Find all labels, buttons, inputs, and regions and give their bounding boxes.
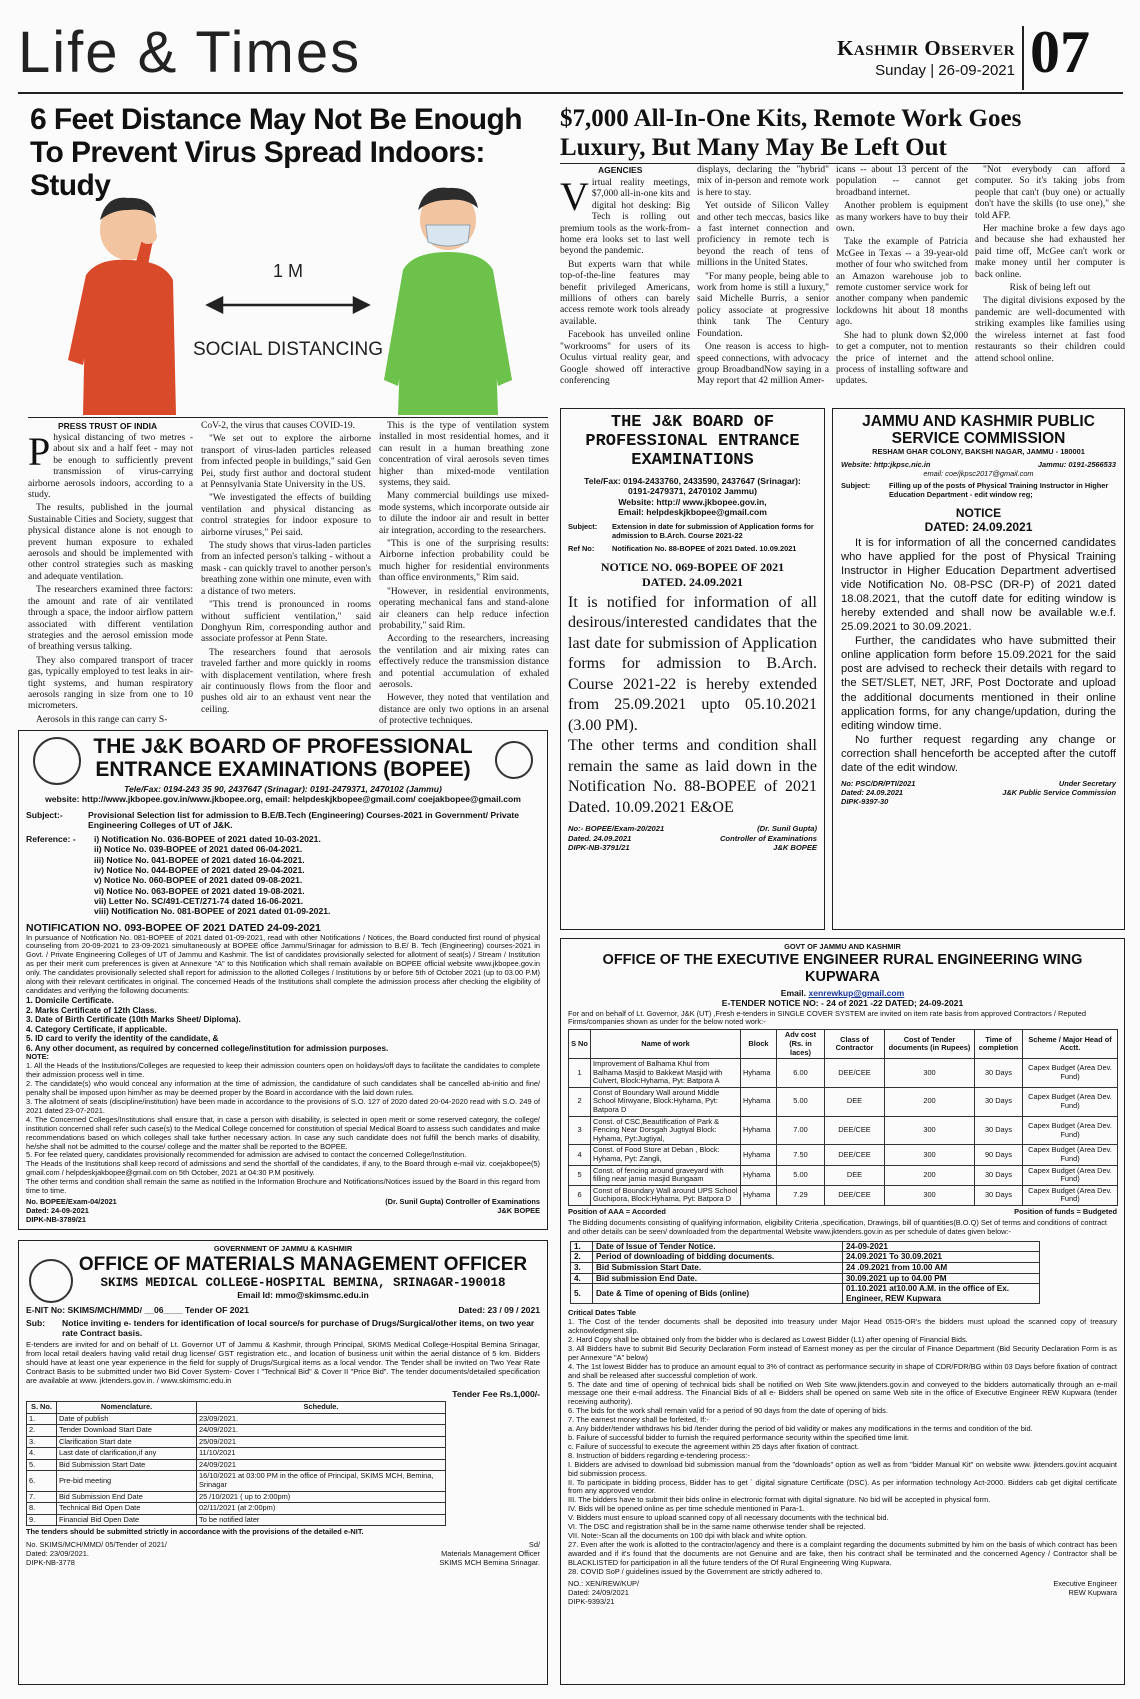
subject: Filling up of the posts of Physical Training Instructor in Higher Education Department - edit window reg; bbox=[889, 480, 1109, 499]
paragraph: The researchers found that aerosols traveled farther and more quickly in rooms with displacement ventilation, where fresh air continuously flows from the floor and pushes old air to an exhaust vent near the ceiling. bbox=[201, 647, 371, 715]
table-row: 1. Date of publish 23/09/2021. bbox=[27, 1413, 446, 1425]
story1-byline: PRESS TRUST OF INDIA bbox=[58, 421, 158, 431]
notice-date: DATED: 24.09.2021 bbox=[924, 519, 1033, 534]
paragraph: Physical distancing of two metres - about six and a half feet - may not be enough to sufficiently prevent transmission of virus-carrying airborne aerosols indoors, according to a study. bbox=[28, 429, 193, 501]
skims-logo-icon bbox=[29, 1259, 73, 1303]
reference-list: i) Notification No. 036-BOPEE of 2021 dated 10-03-2021. ii) Notice No. 039-BOPEE of 2021 dated 06-04-2021. iii) Notice No. 041-BOPEE of 2021 dated 16-04-2021. iv) Notice No. 044-BOPEE of 2021 dated 29-04-2021. v) Notice No. 060-BOPEE of 2021 dated 09-08-2021. vi) Notice No. 063-BOPEE of 2021 dated 19-08-2021. vii) Letter No. SC/491-CET/271-74 dated 16-06-2021. viii) Notification No. 081-BOPEE of 2021 dated 01-09-2021. bbox=[94, 834, 331, 917]
jkpsc-notice-ad: JAMMU AND KASHMIR PUBLIC SERVICE COMMISSION RESHAM GHAR COLONY, BAKSHI NAGAR, JAMMU - 180001 Website: http:jkpsc.nic.in Jammu: 0191-2566533 email: coe/jkpsc2017@gmail.com Subject: Filling up of the posts of Physical Training Instructor in Higher Education Department - edit window reg; NOTICE DATED: 24.09.2021 It is for information of all the concerned candidates who have applied for the post of Physical Training Instructor in Higher Education Department advertised vide Notification No. 08-PSC (DR-P) of 2021 dated 18.08.2021, that the cutoff date for editing window is hereby extended and shall now be available w.e.f. 25.09.2021 to 30.09.2021. Further, the candidates who have submitted their online application form before 15.09.2021 for the said post are advised to recheck their details with regard to the SET/SLET, NET, JRF, Post Doctorate and upload the additional documents mentioned in their online application forms, for any change/updation, during the editing window time. No further request regarding any change or correction shall henceforth be accepted after the cutoff date of the edit window. No: PSC/DR/PTI/2021 Dated: 24.09.2021 DIPK-9397-30 Under Secretary J&K Public Service Commission bbox=[832, 408, 1125, 930]
social-distancing-label: SOCIAL DISTANCING bbox=[192, 339, 384, 360]
table-row: 7. Bid Submission End Date 25 /10/2021 ( up to 2:00pm) bbox=[27, 1491, 446, 1503]
paragraph: No further request regarding any change or correction shall henceforth be accepted after the cutoff date of the edit window. bbox=[841, 733, 1116, 775]
story2-col4 bbox=[975, 165, 1125, 400]
table-row: 6. Pre-bid meeting 16/10/2021 at 03:00 PM in the office of Principal, SKIMS MCH, Bemina, Srinagar bbox=[27, 1471, 446, 1491]
notice-body-2: The other terms and condition shall remain the same as laid down in the Notification No. 88-BOPEE of 2021 Dated. 10.09.2021 E&OE bbox=[568, 737, 817, 816]
table-row: 2. Tender Download Start Date 24/09/2021. bbox=[27, 1425, 446, 1437]
paragraph: This is the type of ventilation system installed in most residential homes, and it can result in a human breathing zone concentration of viral aerosols seven times higher than mixed-mode ventilation systems, they said. bbox=[379, 421, 549, 489]
paragraph: "This is one of the surprising results: Airborne infection probability could be much higher for residential environments than office environments," Rim said. bbox=[379, 539, 549, 584]
paragraph: icans -- about 13 percent of the population -- cannot get broadband internet. bbox=[836, 165, 968, 198]
paragraph: However, they noted that ventilation and distance are only two options in an arsenal of protective techniques. bbox=[379, 693, 549, 727]
table-row: 9. Financial Bid Open Date To be notified later bbox=[27, 1514, 446, 1526]
illustration bbox=[28, 180, 548, 415]
paragraph: "Not everybody can afford a computer. So it's taking jobs from people that can't (buy one) or actually don't have the skills (to use one)," she told AFP. bbox=[975, 165, 1125, 221]
paragraph: "We investigated the effects of building ventilation and physical distancing as control strategies for indoor exposure to airborne viruses," Pei said. bbox=[201, 493, 371, 538]
paragraph: The digital divisions exposed by the pandemic are well-documented with striking examples like families using the wireless internet at fast food restaurants so their children could attend school online. bbox=[975, 296, 1125, 364]
story2-col3 bbox=[836, 165, 968, 400]
paragraph: But experts warn that while top-of-the-line features may benefit privileged Americans, millions of others can barely access remote work tools already available. bbox=[560, 259, 690, 327]
paragraph: "For many people, being able to work from home is still a luxury," said Michelle Burris, a senior policy associate at progressive think tank The Century Foundation. bbox=[697, 271, 829, 339]
paragraph: Aerosols in this range can carry S- bbox=[36, 714, 168, 725]
table-row: 3 Const. of CSC,Beautification of Park & Fencing Near Dorsgah Jugtiyal Block: Hyhama, Pyt:Jugtiyal, Hyhama 7.00 DEE/CEE 300 30 Days Capex Budget (Area Dev. Fund) bbox=[569, 1116, 1118, 1145]
rew-works-table: S No Name of work Block Adv cost (Rs. in laces) Class of Contractor Cost of Tender documents (in Rupees) Time of completion Scheme / Major Head of Acctt. 1 Improvement of Balhama Khul from Balhama Masjid to Bakkewt Masjid with Culvert, Block:Hyhama, Pyt: Batpora A Hyhama 6.00 DEE/CEE 300 30 Days Capex Budget (Area Dev. Fund) 2 Const of Boundary Wall around Middle School Mirwyane, Block:Hyhama, Pyt: Batpora D Hyhama 5.00 DEE 200 30 Days Capex Budget (Area Dev. Fund) 3 Const. of CSC,Beautification of Park & Fencing Near Dorsgah Jugtiyal Block: Hyhama, Pyt:Jugtiyal, Hyhama 7.00 DEE/CEE 300 30 Days Capex Budget (Area Dev. Fund) 4 Const. of Food Store at Deban , Block: Hyhama, Pyt: Zangli, Hyhama 7.50 DEE/CEE 300 90 Days Capex Budget (Area Dev. Fund) 5 Const. of fencing around graveyard with filling near jamia masjid Bungaam Hyhama 5.00 DEE 200 30 Days Capex Budget (Area Dev. Fund) 6 Const of Boundary Wall around UPS School Guchipora, Block:Hyhama, Pyt: Batpora D Hyhama 7.29 DEE/CEE 300 30 Days Capex Budget (Area Dev. Fund) bbox=[568, 1029, 1118, 1206]
story2-col1 bbox=[560, 174, 690, 400]
table-row: 8. Technical Bid Open Date 02/11/2021 (at 2:00pm) bbox=[27, 1503, 446, 1515]
arrow-icon bbox=[208, 298, 368, 312]
paper-name: Kashmir Observer bbox=[837, 36, 1015, 60]
table-row: 6 Const of Boundary Wall around UPS School Guchipora, Block:Hyhama, Pyt: Batpora D Hyhama 7.29 DEE/CEE 300 30 Days Capex Budget (Area Dev. Fund) bbox=[569, 1185, 1118, 1205]
distance-label: 1 M bbox=[272, 261, 304, 281]
paragraph: She had to plunk down $2,000 to get a computer, not to mention the price of internet and the process of installing software and updates. bbox=[836, 330, 968, 387]
page-number: 07 bbox=[1030, 19, 1090, 85]
paragraph: displays, declaring the "hybrid" mix of in-person and remote work is here to stay. bbox=[697, 165, 829, 198]
paragraph: They also compared transport of tracer gas, typically employed to test leaks in air-tight systems, and human respiratory aerosols ranging in size from one to 10 micrometers. bbox=[28, 655, 193, 712]
coughing-person-icon bbox=[68, 198, 176, 415]
paragraph: Her machine broke a few days ago and because she had exhausted her paid time off, McGee can't work or make money until her computer is back online. bbox=[975, 224, 1125, 280]
website: Website: http:// www.jkbopee.gov.in, bbox=[618, 496, 767, 507]
story1-headline: 6 Feet Distance May Not Be Enough To Prevent Virus Spread Indoors: Study bbox=[30, 103, 522, 202]
paragraph: It is for information of all the concerned candidates who have applied for the post of Physical Training Instructor in Higher Education Department advertised vide Notification No. 08-PSC (DR-P) of 2021 dated 18.08.2021, that the cutoff date for editing window is hereby extended and shall now be available w.e.f. 25.09.2021 to 30.09.2021. bbox=[841, 536, 1116, 634]
story1-col2 bbox=[201, 421, 371, 713]
notice-number: NOTICE NO. 069-BOPEE OF 2021 bbox=[600, 559, 785, 574]
bopee-title: THE J&K BOARD OF PROFESSIONAL ENTRANCE EXAMINATIONS bbox=[585, 413, 800, 470]
paragraph: "However, in residential environments, operating mechanical fans and stand-alone air cleaners can help reduce infection probability," said Rim. bbox=[379, 586, 549, 631]
subject: Extension in date for submission of Application forms for admission to B.Arch. Course 2021-22 bbox=[612, 522, 814, 541]
bopee-selection-ad: THE J&K BOARD OF PROFESSIONAL ENTRANCE EXAMINATIONS (BOPEE) Tele/Fax: 0194-243 35 90, 2437647 (Srinagar): 0191-2479371, 2470102 (Jammu) website: http://www.jkbopee.gov.in/www.jkbopee.org, email: helpdeskjkbopee@gmail.com/ coejakbopee@gmail.com Subject:- Provisional Selection list for admission to B.E/B.Tech (Engineering) Courses-2021 in Government/ Private Engineering Colleges of UT of J&K. Reference: - i) Notification No. 036-BOPEE of 2021 dated 10-03-2021. ii) Notice No. 039-BOPEE of 2021 dated 06-04-2021. iii) Notice No. 041-BOPEE of 2021 dated 16-04-2021. iv) Notice No. 044-BOPEE of 2021 dated 29-04-2021. v) Notice No. 060-BOPEE of 2021 dated 09-08-2021. vi) Notice No. 063-BOPEE of 2021 dated 19-08-2021. vii) Letter No. SC/491-CET/271-74 dated 16-06-2021. viii) Notification No. 081-BOPEE of 2021 dated 01-09-2021. NOTIFICATION NO. 093-BOPEE OF 2021 DATED 24-09-2021 In pursuance of Notification No. 081-BOPEE of 2021 dated 01-09-2021, read with other Notifications / Notices, the Board conducted first round of physical counseling from 20-09-2021 to 23-09-2021 simultaneously at BOPEE office Jammu/Srinagar for admission to B.E/ B. Tech (Engineering) courses-2021 in Govt. / Private Engineering Colleges of UT of Jammu and Kashmir. The list of candidates provisionally selected for allotment of seat(s) / Stream / Institution as per their merit cum preferences is given at Annexure "A" to this Notification which shall remain available on BOPEE official website www.jkbopee.gov.in only. The candidates provisionally selected shall report for admission to the allotted Colleges / Institutions by or before 5th of October 2021 (up to 03.00 P.M) along with their relevant certificates in original. The concerned Heads of the Institutions shall complete the admission process after checking the eligibility of candidates and verifying the following documents: 1. Domicile Certificate. 2. Marks Certificate of 12th Class. 3. Date of Birth Certificate (10th Marks Sheet/ Diploma). 4. Category Certificate, if applicable. 5. ID card to verify the identity of the candidate, & 6. Any other document, as required by concerned college/institution for admission purposes. NOTE: 1. All the Heads of the Institutions/Colleges are requested to keep their admission counters open on holidays/off days to facilitate the candidates to complete their admission process well in time. 2. The candidate(s) who would conceal any information at the time of admission, the candidature of such candidates shall be cancelled ab-initio and fine/ penalty shall be imposed upon him/her as may be deemed proper by the Board in accordance with the laid down rules. 3. The allotment of seats (discipline/institution) have been made in accordance to the provisions of S.O. 127 of 2020 dated 20-04-2020 read with S.O. 249 of 2021 dated 23-07-2021. 4. The Concerned Colleges/Institutions shall ensure that, in case a person with disability, is selected in open merit or some reserved category, the college/ institution concerned shall refer such case(s) to the Medical College concerned for constitution of special Medical Board to assess such candidates and make recommendations based on which colleges shall take further necessary action. In case any such candidate does not fulfill the bench marks of disability, he/she shall not be admitted to the course/ college and the matter shall be reported to the BOPEE. 5. For fee related query, candidates provisionally recommended for admission are advised to contact the concerned College/Institution. The Heads of the Institutions shall keep record of admissions and send the shortfall of the candidates, if any, to the Board through e-mail viz. coejakbopee(5) gmail.com / helpdeskjakbopee@gmail.com on 5th October, 2021 at 04:30 P.M positively. The other terms and condition shall remain the same as notified in the Information Brochure and Notifications/Notices issued by the Board in this regard from time to time. No. BOPEE/Exam-04/2021 Dated: 24-09-2021 DIPK-NB-3789/21 (Dr. Sunil Gupta) Controller of Examinations J&K BOPEE bbox=[18, 730, 548, 1230]
table-row: 1 Improvement of Balhama Khul from Balhama Masjid to Bakkewt Masjid with Culvert, Block:Hyhama, Pyt: Batpora A Hyhama 6.00 DEE/CEE 300 30 Days Capex Budget (Area Dev. Fund) bbox=[569, 1059, 1118, 1088]
bopee-notice-ad: THE J&K BOARD OF PROFESSIONAL ENTRANCE EXAMINATIONS Tele/Fax: 0194-2433760, 2433590, 2437647 (Srinagar): 0191-2479371, 2470102 Jammu) Website: http:// www.jkbopee.gov.in, Email: helpdeskjkbopee@gmail.com Subject: Extension in date for submission of Application forms for admission to B.Arch. Course 2021-22 Ref No: Notification No. 88-BOPEE of 2021 Dated. 10.09.2021 NOTICE NO. 069-BOPEE OF 2021 DATED. 24.09.2021 It is notified for information of all desirous/interested candidates that the last date for submission of Application forms for admission to B.Arch. Course 2021-22 is hereby extended from 25.09.2021 upto 05.10.2021 (3.00 PM). The other terms and condition shall remain the same as laid down in the Notification No. 88-BOPEE of 2021 Dated. 10.09.2021 E&OE No:- BOPEE/Exam-20/2021 Dated. 24.09.2021 DIPK-NB-3791/21 (Dr. Sunil Gupta) Controller of Examinations J&K BOPEE bbox=[560, 408, 825, 930]
paragraph: "This trend is pronounced in rooms without sufficient ventilation," said Donghyun Rim, corresponding author and associate professor at Penn State. bbox=[201, 600, 371, 645]
table-row: 5. Date & Time of opening of Bids (online) 01.10.2021 at10.00 A.M. in the office of Ex. Engineer, REW Kupwara bbox=[571, 1284, 1040, 1304]
issue-date: Sunday | 26-09-2021 bbox=[875, 62, 1015, 79]
skims-schedule-table: S. No. Nomenclature. Schedule. 1. Date of publish 23/09/2021. 2. Tender Download Start Date 24/09/2021. 3. Clarification Start date 25/09/2021 4. Last date of clarification,if any 11/10/2021 5. Bid Submission Start Date 24/09/2021 6. Pre-bid meeting 16/10/2021 at 03:00 PM in the office of Principal, SKIMS MCH, Bemina, Srinagar 7. Bid Submission End Date 25 /10/2021 ( up to 2:00pm) 8. Technical Bid Open Date 02/11/2021 (at 2:00pm) 9. Financial Bid Open Date To be notified later bbox=[26, 1401, 446, 1527]
contact: Tele/Fax: 0194-2433760, 2433590, 2437647 (Srinagar): bbox=[584, 476, 801, 486]
reference: Notification No. 88-BOPEE of 2021 Dated. 10.09.2021 bbox=[612, 544, 797, 553]
table-row: 4. Last date of clarification,if any 11/10/2021 bbox=[27, 1448, 446, 1460]
skims-title: OFFICE OF MATERIALS MANAGEMENT OFFICER bbox=[78, 1253, 528, 1275]
paragraph: The study shows that virus-laden particles from an infected person's talking - without a mask - can quickly travel to another person's breathing zone within one minute, even with a distance of two meters. bbox=[201, 541, 371, 597]
paragraph: Virtual reality meetings, $7,000 all-in-one kits and digital hot desking: Big Tech is rolling out premium tools as the work-from-home era looks set to last well beyond the pandemic. bbox=[560, 174, 690, 257]
bopee2-title: THE J&K BOARD OF PROFESSIONAL ENTRANCE EXAMINATIONS (BOPEE) bbox=[93, 735, 473, 781]
table-row: 3. Bid Submission Start Date. 24 .09.2021 from 10.00 AM bbox=[571, 1262, 1040, 1273]
notice-heading: NOTICE bbox=[955, 505, 1002, 520]
paragraph: Take the example of Patricia McGee in Texas -- a 39-year-old mother of four who switched from an Amazon warehouse job to remote customer service work for another company when pandemic lockdowns hit about 18 months ago. bbox=[836, 237, 968, 328]
masked-person-icon bbox=[384, 188, 512, 415]
rew-title: OFFICE OF THE EXECUTIVE ENGINEER RURAL ENGINEERING WING KUPWARA bbox=[602, 951, 1083, 985]
subhead: Risk of being left out bbox=[1009, 283, 1091, 294]
table-row: 1. Date of Issue of Tender Notice. 24-09-2021 bbox=[571, 1241, 1040, 1252]
story2-col2 bbox=[697, 165, 829, 400]
paragraph: The researchers examined three factors: the amount and rate of air ventilated through a space, the indoor airflow pattern associated with different ventilation strategies and the aerosol emission mode of breathing versus talking. bbox=[28, 585, 193, 653]
paragraph: According to the researchers, increasing the ventilation and air mixing rates can effectively reduce the transmission distance and potential accumulation of exhaled aerosols. bbox=[379, 634, 549, 690]
subject: Provisional Selection list for admission to B.E/B.Tech (Engineering) Courses-2021 in Government/ Private Engineering Colleges of UT of J&K. bbox=[88, 809, 520, 830]
table-row: 5 Const. of fencing around graveyard with filling near jamia masjid Bungaam Hyhama 5.00 DEE 200 30 Days Capex Budget (Area Dev. Fund) bbox=[569, 1165, 1118, 1185]
story1-col1 bbox=[28, 429, 193, 725]
story2-byline: AGENCIES bbox=[598, 165, 643, 175]
terms-list: 1. The Cost of the tender documents shall be deposited into treasury under Major Head 0515-OR's the bidders must upload the scanned copy of treasury acknowledgment slip. 2. Hard Copy shall be obtained only from the bidder who is declared as Lowest Bidder (L1) after opening of Financial Bids. 3. All Bidders have to submit Bid Security Declaration Form instead of Earnest money as per the circular of Finance Department (Bid Security Declaration Form is as per Annexure "A" below) 4. The 1st lowest Bidder has to produce an amount equal to 3% of contract as performance security in shape of CDR/FDR/BG within 03 Days before fixation of contract and shall be released after successful completion of work. 5. The date and time of opening of technical bids shall be notified on Web Site www.jktenders.gov.in and conveyed to the bidders automatically through an e-mail message one their e-mail address. The Financial Bids of all e- Bidders shall be opened on same Web site in the office of Executive Engineer REW Kupwara (tender receiving authority). 6. The bids for the work shall remain valid for a period of 90 days from the date of opening of bids. 7. The earnest money shall be forfeited, If:- a. Any bidder/tender withdraws his bid /tender during the period of bid validity or makes any modifications in the terms and condition of the bid. b. Failure of successful bidder to furnish the required performance security within the specified time limit. c. Failure of successful to execute the agreement within 25 days after fixation of contract. 8. Instruction of bidders regarding e-tendering process:- I. Bidders are advised to download bid submission manual from the "downloads" option as well as from "bidder Manual Kit" on website www. jktenders.gov.int acquaint bid submission process. II. To participate in bidding process, Bidder has to get ` digital signature Certificate (DSC). As per information technology Act-2000. Bidders cab get digital certificate from any approved vendor. III. The bidders have to submit their bids online in electronic format with digital signature. No bid will be accepted in physical form. IV. Bids will be opened online as per time schedule mentioned in Para-1. V. Bidders must ensure to upload scanned copy of all necessary documents with the technical bid. VI. The DSC and registration shall be in the same name otherwise tender shall be rejected. VII. Note:-Scan all the documents on 100 dpi with black and white option. 27. Even after the work is allotted to the contractor/agency and there is a complaint regarding the documents submitted by him on the basis of which contract has been awarded and if it's found that the documents are not Genuine and are fake, then his contract shall be terminated and the concerned Agency / Contractor shall be BLACKLISTED for participation in all the future tenders of the Of Rural Engineering Wing Kupwara. 28. COVID SoP / guidelines issued by the Government are strictly adhered to. bbox=[568, 1317, 1117, 1576]
section-title: Life & Times bbox=[18, 20, 362, 85]
psc-title: JAMMU AND KASHMIR PUBLIC SERVICE COMMISSION bbox=[862, 413, 1095, 447]
paragraph: Further, the candidates who have submitted their online application form before 15.09.2021 for the said post are advised to recheck their details with regard to the SET/SLET, NET, JRF, Post Doctorate and upload the additional documents mentioned in their online application forms, for any change/updation, during the editing window time. bbox=[841, 635, 1116, 732]
table-row: 4 Const. of Food Store at Deban , Block: Hyhama, Pyt: Zangli, Hyhama 7.50 DEE/CEE 300 90 Days Capex Budget (Area Dev. Fund) bbox=[569, 1145, 1118, 1165]
rew-tender-ad: GOVT OF JAMMU AND KASHMIR OFFICE OF THE EXECUTIVE ENGINEER RURAL ENGINEERING WING KUPWARA Email. xenrewkup@gmail.com E-TENDER NOTICE NO: - 24 of 2021 -22 DATED; 24-09-2021 For and on behalf of Lt. Governor, J&K (UT) ,Fresh e-tenders in SINGLE COVER SYSTEM are invited on item rate basis from approved Contractors / Reputed Firms/companies shown as under for the below noted work:- S No Name of work Block Adv cost (Rs. in laces) Class of Contractor Cost of Tender documents (in Rupees) Time of completion Scheme / Major Head of Acctt. 1 Improvement of Balhama Khul from Balhama Masjid to Bakkewt Masjid with Culvert, Block:Hyhama, Pyt: Batpora A Hyhama 6.00 DEE/CEE 300 30 Days Capex Budget (Area Dev. Fund) 2 Const of Boundary Wall around Middle School Mirwyane, Block:Hyhama, Pyt: Batpora D Hyhama 5.00 DEE 200 30 Days Capex Budget (Area Dev. Fund) 3 Const. of CSC,Beautification of Park & Fencing Near Dorsgah Jugtiyal Block: Hyhama, Pyt:Jugtiyal, Hyhama 7.00 DEE/CEE 300 30 Days Capex Budget (Area Dev. Fund) 4 Const. of Food Store at Deban , Block: Hyhama, Pyt: Zangli, Hyhama 7.50 DEE/CEE 300 90 Days Capex Budget (Area Dev. Fund) 5 Const. of fencing around graveyard with filling near jamia masjid Bungaam Hyhama 5.00 DEE 200 30 Days Capex Budget (Area Dev. Fund) 6 Const of Boundary Wall around UPS School Guchipora, Block:Hyhama, Pyt: Batpora D Hyhama 7.29 DEE/CEE 300 30 Days Capex Budget (Area Dev. Fund) Position of AAA = Accorded Position of funds = Budgeted The Bidding documents consisting of qualifying information, eligibility Criteria ,specification, Drawings, bill of quantities(B.O.Q) Set of terms and conditions of contract and other details can be seen/ downloaded from the departmental Website www.jktenders.gov.in as per schedule of dates given below:- 1. Date of Issue of Tender Notice. 24-09-2021 2. Period of downloading of bidding documents. 24.09.2021 To 30.09.2021 3. Bid Submission Start Date. 24 .09.2021 from 10.00 AM 4. Bid submission End Date. 30.09.2021 up to 04.00 PM 5. Date & Time of opening of Bids (online) 01.10.2021 at10.00 A.M. in the office of Ex. Engineer, REW Kupwara Critical Dates Table 1. The Cost of the tender documents shall be deposited into treasury under Major Head 0515-OR's the bidders must upload the scanned copy of treasury acknowledgment slip. 2. Hard Copy shall be obtained only from the bidder who is declared as Lowest Bidder (L1) after opening of Financial Bids. 3. All Bidders have to submit Bid Security Declaration Form instead of Earnest money as per the circular of Finance Department (Bid Security Declaration Form is as per Annexure "A" below) 4. The 1st lowest Bidder has to produce an amount equal to 3% of contract as performance security in shape of CDR/FDR/BG within 03 Days before fixation of contract and shall be released after successful completion of work. 5. The date and time of opening of technical bids shall be notified on Web Site www.jktenders.gov.in and conveyed to the bidders automatically through an e-mail message one their e-mail address. The Financial Bids of all e- Bidders shall be opened on same Web site in the office of Executive Engineer REW Kupwara (tender receiving authority). 6. The bids for the work shall remain valid for a period of 90 days from the date of opening of bids. 7. The earnest money shall be forfeited, If:- a. Any bidder/tender withdraws his bid /tender during the period of bid validity or makes any modifications in the terms and condition of the bid. b. Failure of successful bidder to furnish the required performance security within the specified time limit. c. Failure of successful to execute the agreement within 25 days after fixation of contract. 8. Instruction of bidders regarding e-tendering process:- I. Bidders are advised to download bid submission manual from the "downloads" option as well as from "bidder Manual Kit" on website www. jktenders.gov.int acquaint bid submission process. II. To participate in bidding process, Bidder has to get ` digital signature Certificate (DSC). As per information technology Act-2000. Bidders cab get digital certificate from any approved vendor. III. The bidders have to submit their bids online in electronic format with digital signature. No bid will be accepted in physical form. IV. Bids will be opened online as per time schedule mentioned in Para-1. V. Bidders must ensure to upload scanned copy of all necessary documents with the technical bid. VI. The DSC and registration shall be in the same name otherwise tender shall be rejected. VII. Note:-Scan all the documents on 100 dpi with black and white option. 27. Even after the work is allotted to the contractor/agency and there is a complaint regarding the documents submitted by him on the basis of which contract has been awarded and if it's found that the documents are not Genuine and are fake, then his contract shall be terminated and the concerned Agency / Contractor shall be BLACKLISTED for participation in all the future tenders of the Of Rural Engineering Wing Kupwara. 28. COVID SoP / guidelines issued by the Government are strictly adhered to. NO.: XEN/REW/KUP/ Dated: 24/09/2021 DIPK-9393/21 Executive Engineer REW Kupwara bbox=[560, 938, 1125, 1685]
paragraph: Yet outside of Silicon Valley and other tech meccas, basics like a fast internet connection and proficiency in remote tech is beyond the reach of tens of millions in the United States. bbox=[697, 201, 829, 269]
table-row: 4. Bid submission End Date. 30.09.2021 up to 04.00 PM bbox=[571, 1273, 1040, 1284]
social-distancing-illustration bbox=[28, 180, 548, 415]
story1-col3 bbox=[379, 421, 549, 727]
notification-heading: NOTIFICATION NO. 093-BOPEE OF 2021 DATED 24-09-2021 bbox=[26, 921, 321, 934]
paragraph: One reason is access to high-speed connections, with advocacy group BroadbandNow saying in a May report that 42 million Amer- bbox=[697, 342, 829, 387]
paragraph: "We set out to explore the airborne transport of virus-laden particles released from infected people in buildings," said Gen Pei, study first author and doctoral student at Pennsylvania State University in the US. bbox=[201, 434, 371, 491]
paragraph: Facebook has unveiled online "workrooms" for users of its Oculus virtual reality gear, and Google showed off interactive conferencing bbox=[560, 330, 690, 386]
email: Email: helpdeskjkbopee@gmail.com bbox=[618, 506, 767, 517]
table-row: 2. Period of downloading of bidding documents. 24.09.2021 To 30.09.2021 bbox=[571, 1252, 1040, 1263]
table-row: 3. Clarification Start date 25/09/2021 bbox=[27, 1436, 446, 1448]
story2-headline: $7,000 All-In-One Kits, Remote Work Goes Luxury, But Many May Be Left Out bbox=[560, 105, 1022, 161]
paragraph: CoV-2, the virus that causes COVID-19. bbox=[201, 421, 356, 431]
bopee-seal-icon bbox=[33, 737, 81, 785]
rew-dates-table bbox=[570, 1241, 1040, 1305]
paragraph: Another problem is equipment as many workers have to buy their own. bbox=[836, 201, 968, 235]
skims-tender-ad: GOVERNMENT OF JAMMU & KASHMIR OFFICE OF MATERIALS MANAGEMENT OFFICER SKIMS MEDICAL COLLEGE-HOSPITAL BEMINA, SRINAGAR-190018 Email Id: mmo@skimsmc.edu.in E-NIT No: SKIMS/MCH/MMD/ __06____ Tender OF 2021 Dated: 23 / 09 / 2021 Sub: Notice inviting e- tenders for identification of local source/s for purchase of Drugs/Surgical/other items, on two year rate Contract basis. E-tenders are invited for and on behalf of Lt. Governor UT of Jammu & Kashmir, through Principal, SKIMS Medical College-Hospital Bemina Srinagar, from local retail dealers having valid retail drug license/ GST registration etc., and location of business unit within the aerial distance of 5 km. Bidders should have at least one year experience in the field for supply of Drugs/Surgical items as a local vendor. The Tender shall be invited on Two Year Rate Contract Basis to be submitted under two Bid Cover System- Cover I "Technical Bid" & Cover II "Price Bid". The tender documents/detailed specification are available at www. jktenders.gov.in. / www.skimsmc.edu.in Tender Fee Rs.1,000/- S. No. Nomenclature. Schedule. 1. Date of publish 23/09/2021. 2. Tender Download Start Date 24/09/2021. 3. Clarification Start date 25/09/2021 4. Last date of clarification,if any 11/10/2021 5. Bid Submission Start Date 24/09/2021 6. Pre-bid meeting 16/10/2021 at 03:00 PM in the office of Principal, SKIMS MCH, Bemina, Srinagar 7. Bid Submission End Date 25 /10/2021 ( up to 2:00pm) 8. Technical Bid Open Date 02/11/2021 (at 2:00pm) 9. Financial Bid Open Date To be notified later The tenders should be submitted strictly in accordance with the provisions of the detailed e-NIT. No. SKIMS/MCH/MMD/ 05/Tender of 2021/ Dated: 23/09/2021. DIPK-NB-3778 Sd/ Materials Management Officer SKIMS MCH Bemina Srinagar. bbox=[18, 1240, 548, 1685]
table-row: 5. Bid Submission Start Date 24/09/2021 bbox=[27, 1459, 446, 1471]
paragraph: Many commercial buildings use mixed-mode systems, which incorporate outside air to dilute the indoor air and result in better air integration, according to the researchers. bbox=[379, 491, 549, 536]
contact: 0191-2479371, 2470102 Jammu) bbox=[627, 486, 757, 497]
notice-body: It is notified for information of all desirous/interested candidates that the last date for submission of Application forms for admission to B.Arch. Course 2021-22 is hereby extended from 25.09.2021 upto 05.10.2021 (3.00 PM). bbox=[568, 593, 817, 734]
address: RESHAM GHAR COLONY, BAKSHI NAGAR, JAMMU - 180001 bbox=[872, 447, 1085, 456]
notice-date: DATED. 24.09.2021 bbox=[641, 574, 744, 589]
bopee-logo-icon bbox=[495, 741, 533, 779]
email-link[interactable]: xenrewkup@gmail.com bbox=[808, 987, 905, 998]
table-row: 2 Const of Boundary Wall around Middle School Mirwyane, Block:Hyhama, Pyt: Batpora D Hyhama 5.00 DEE 200 30 Days Capex Budget (Area Dev. Fund) bbox=[569, 1087, 1118, 1116]
paragraph: The results, published in the journal Sustainable Cities and Society, suggest that physical distance alone is not enough to prevent human exposure to exhaled aerosols and should be implemented with other control strategies such as masking and adequate ventilation. bbox=[28, 503, 193, 582]
